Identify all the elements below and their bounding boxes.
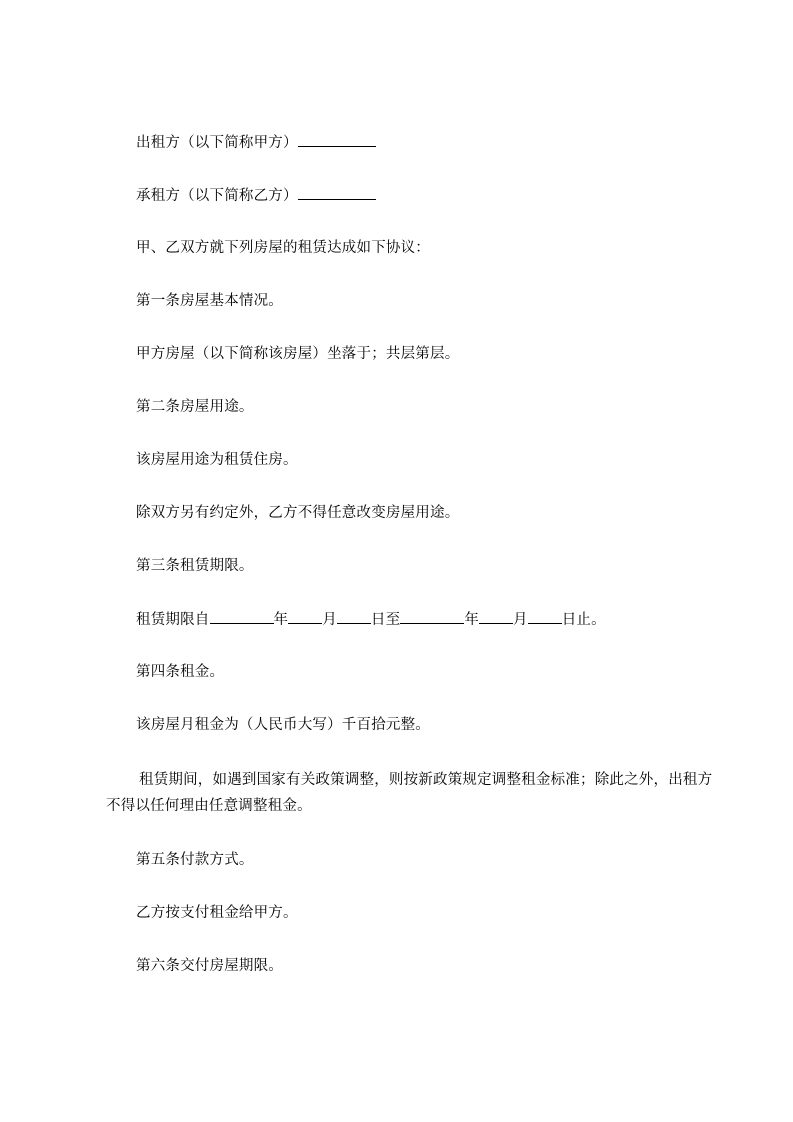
term-prefix: 租赁期限自 — [136, 612, 210, 628]
start-year-unit: 年 — [273, 612, 289, 628]
end-day-blank — [528, 609, 562, 624]
end-year-blank — [400, 609, 464, 624]
end-month-blank — [479, 609, 513, 624]
house-location-text: 甲方房屋（以下简称该房屋）坐落于；共层第层。 — [136, 346, 460, 362]
lessor-line — [136, 132, 376, 153]
lessee-label: 承租方（以下简称乙方） — [136, 188, 298, 204]
rent-adjustment-paragraph — [106, 767, 724, 819]
article-3-heading: 第三条租赁期限。 — [136, 558, 254, 574]
article-6-heading: 第六条交付房屋期限。 — [136, 958, 283, 974]
start-month-blank — [288, 609, 322, 624]
end-month-unit: 月 — [513, 612, 528, 628]
article-5-heading: 第五条付款方式。 — [136, 852, 254, 868]
article-2-heading: 第二条房屋用途。 — [136, 399, 254, 415]
payment-method-text: 乙方按支付租金给甲方。 — [136, 905, 298, 921]
article-4-heading: 第四条租金。 — [136, 664, 225, 680]
end-day-unit: 日止。 — [561, 612, 606, 628]
lessee-line — [136, 185, 376, 206]
use-restriction-text: 除双方另有约定外，乙方不得任意改变房屋用途。 — [136, 505, 460, 521]
article-1-heading: 第一条房屋基本情况。 — [136, 293, 283, 309]
monthly-rent-text: 该房屋月租金为（人民币大写）千百拾元整。 — [136, 717, 430, 733]
lessor-blank — [298, 132, 376, 147]
agreement-intro: 甲、乙双方就下列房屋的租赁达成如下协议： — [136, 240, 430, 256]
start-day-unit: 日至 — [370, 612, 401, 628]
start-month-unit: 月 — [322, 612, 337, 628]
term-line — [136, 609, 606, 630]
end-year-unit: 年 — [464, 612, 480, 628]
start-year-blank — [210, 609, 274, 624]
start-day-blank — [337, 609, 371, 624]
lessor-label: 出租方（以下简称甲方） — [136, 135, 298, 151]
rent-adjustment-text: 租赁期间，如遇到国家有关政策调整，则按新政策规定调整租金标准；除此之外，出租方不得以任何理由任意调整租金。 — [106, 772, 713, 814]
house-use-text: 该房屋用途为租赁住房。 — [136, 452, 298, 468]
lessee-blank — [298, 185, 376, 200]
